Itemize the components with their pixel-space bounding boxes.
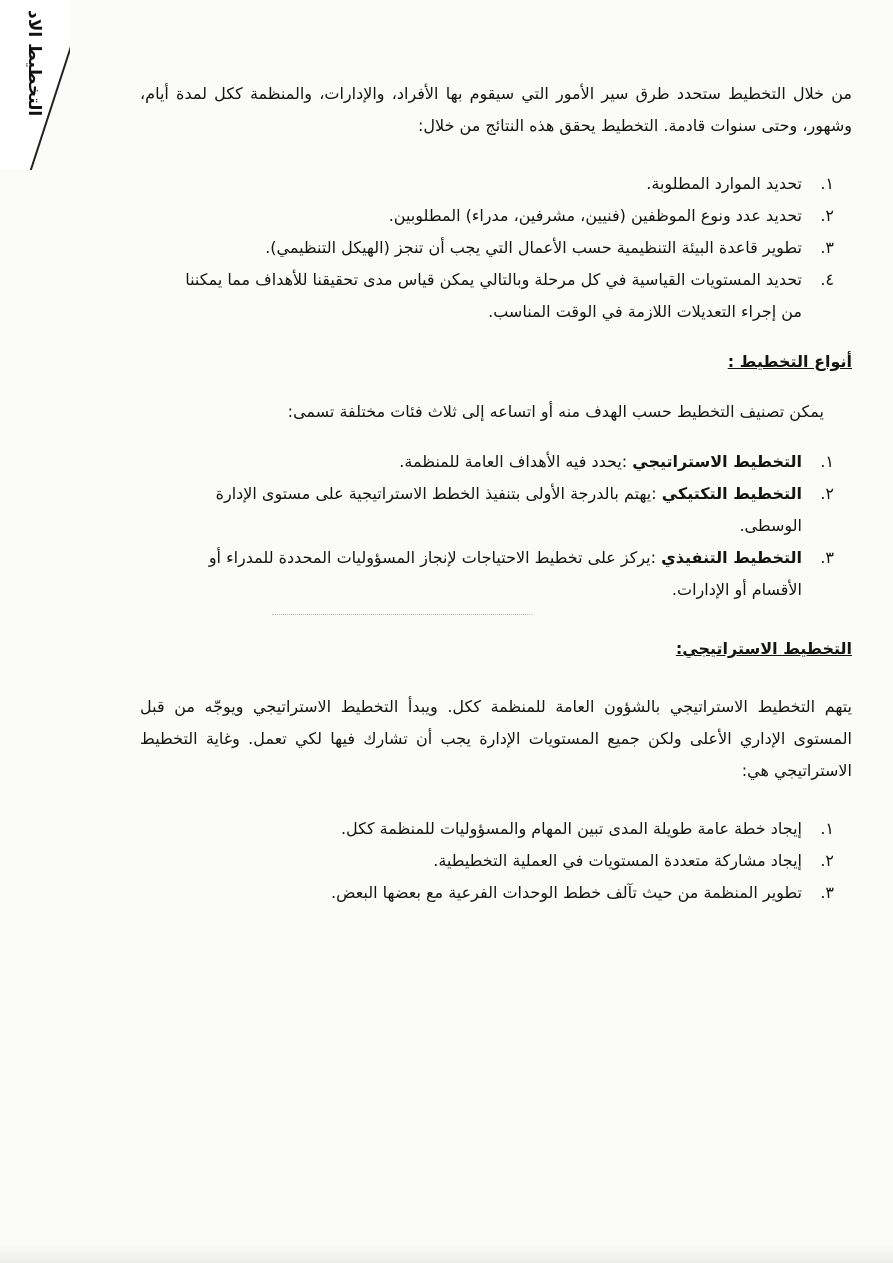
term-description: :يحدد فيه الأهداف العامة للمنظمة. xyxy=(399,452,633,471)
corner-tab xyxy=(0,0,70,170)
types-intro: يمكن تصنيف التخطيط حسب الهدف منه أو اتساعه إلى ثلاث فئات مختلفة تسمى: xyxy=(287,402,824,421)
section-heading-strategic: التخطيط الاستراتيجي: xyxy=(675,639,852,658)
list-number: ٣. xyxy=(820,548,834,567)
intro-list xyxy=(140,168,834,328)
list-text: إيجاد خطة عامة طويلة المدى تبين المهام والمسؤوليات للمنظمة ككل. xyxy=(340,819,802,838)
list-text: تطوير المنظمة من حيث تآلف خطط الوحدات الفرعية مع بعضها البعض. xyxy=(331,883,802,902)
section-heading-types: أنواع التخطيط : xyxy=(727,352,852,371)
strategic-list xyxy=(140,813,834,909)
list-number: ١. xyxy=(820,819,834,838)
list-number: ٣. xyxy=(820,238,834,257)
list-item xyxy=(150,542,834,606)
list-text: تطوير قاعدة البيئة التنظيمية حسب الأعمال التي يجب أن تنجز (الهيكل التنظيمي). xyxy=(265,238,802,257)
list-text: تحديد المستويات القياسية في كل مرحلة وبالتالي يمكن قياس مدى تحقيقنا للأهداف مما يمكننا من إجراء التعديلات اللازمة في الوقت المناسب. xyxy=(185,270,802,321)
list-number: ٣. xyxy=(820,883,834,902)
list-number: ٢. xyxy=(820,206,834,225)
list-number: ١. xyxy=(820,452,834,471)
document-body xyxy=(140,78,852,909)
list-item xyxy=(150,478,834,542)
list-item xyxy=(140,877,834,909)
list-item xyxy=(140,845,834,877)
term: التخطيط الاستراتيجي xyxy=(632,452,802,471)
intro-paragraph: من خلال التخطيط ستحدد طرق سير الأمور التي سيقوم بها الأفراد، والإدارات، والمنظمة ككل لمدة أيام، وشهور، وحتى سنوات قادمة. التخطيط يحقق هذه النتائج من خلال: xyxy=(140,84,852,135)
list-text: تحديد عدد ونوع الموظفين (فنيين، مشرفين، مدراء) المطلوبين. xyxy=(388,206,802,225)
list-text: تحديد الموارد المطلوبة. xyxy=(646,174,802,193)
term-description: :يركز على تخطيط الاحتياجات لإنجاز المسؤوليات المحددة للمدراء أو الأقسام أو الإدارات. xyxy=(208,548,802,599)
list-item xyxy=(150,446,834,478)
list-number: ١. xyxy=(820,174,834,193)
list-number: ٢. xyxy=(820,484,834,503)
strategic-paragraph: يتهم التخطيط الاستراتيجي بالشؤون العامة للمنظمة ككل. ويبدأ التخطيط الاستراتيجي ويوجّه من قبل المستوى الإداري الأعلى ولكن جميع المستويات الإدارة يجب أن تشارك فيها لكي تعمل. وغاية التخطيط الاستراتيجي هي: xyxy=(140,697,852,780)
corner-tab-label: التخطيط الاد xyxy=(24,9,44,116)
scan-bottom-edge xyxy=(0,1243,893,1263)
term-description: :يهتم بالدرجة الأولى بتنفيذ الخطط الاستراتيجية على مستوى الإدارة الوسطى. xyxy=(215,484,802,535)
list-item xyxy=(140,813,834,845)
list-item xyxy=(140,200,834,232)
scan-dotted-line xyxy=(272,614,532,615)
types-list xyxy=(140,446,834,606)
list-number: ٤. xyxy=(820,270,834,289)
list-item xyxy=(140,264,834,328)
list-text: إيجاد مشاركة متعددة المستويات في العملية التخطيطية. xyxy=(433,851,802,870)
list-item xyxy=(140,232,834,264)
term: التخطيط التكتيكي xyxy=(661,484,802,503)
list-number: ٢. xyxy=(820,851,834,870)
term: التخطيط التنفيذي xyxy=(661,548,802,567)
list-item xyxy=(140,168,834,200)
